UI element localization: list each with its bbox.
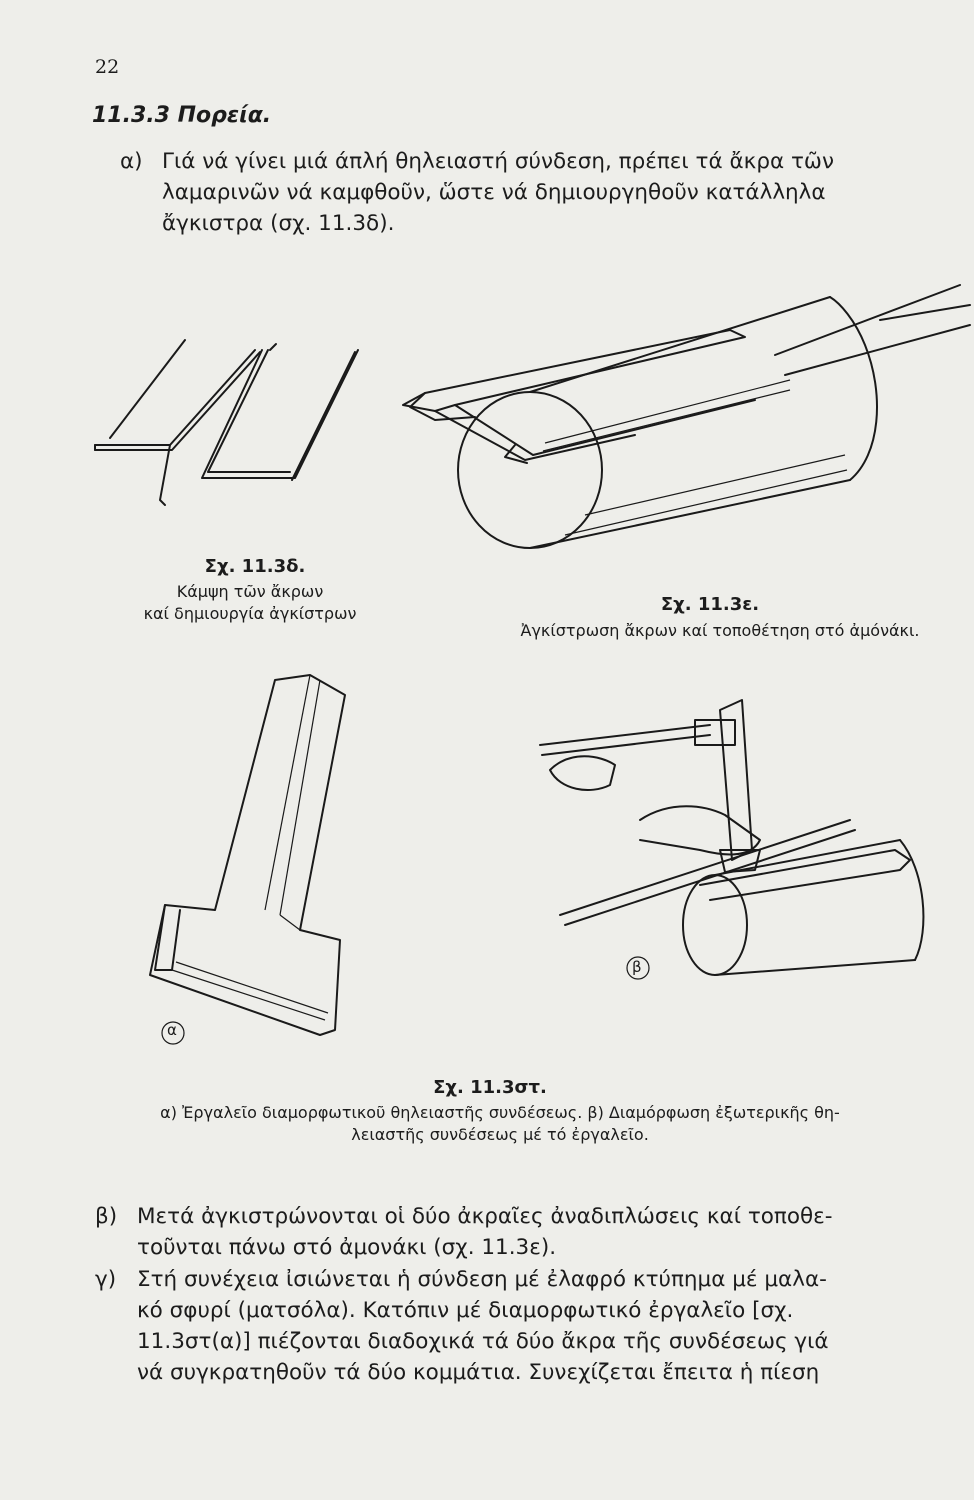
paragraph-c-marker: γ) [95,1267,117,1292]
paragraph-b [95,1201,915,1265]
figure-3e-title: Σχ. 11.3ε. [660,594,760,615]
figure-3d-caption [120,581,380,625]
paragraph-a [120,146,920,241]
figure-3d-caption-line: Κάμψη τῶν ἄκρων [176,582,324,601]
figure-3d-illustration [90,330,390,520]
figure-3st-b-illustration [520,700,940,990]
paragraph-b-line: Μετά ἀγκιστρώνονται οἱ δύο ἀκραῖες ἀναδιπλώσεις καί τοποθε- [137,1204,833,1229]
figure-3st-a-label: α [167,1021,177,1039]
figure-3e-illustration [395,265,974,555]
section-heading: 11.3.3 Πορεία. [92,103,272,128]
paragraph-c-line: κό σφυρί (ματσόλα). Κατόπιν μέ διαμορφωτικό ἐργαλεῖο [σχ. [137,1298,794,1323]
paragraph-a-line: Γιά νά γίνει μιά άπλή θηλειαστή σύνδεση, πρέπει τά ἄκρα τῶν [162,149,834,174]
paragraph-c-line: Στή συνέχεια ἰσιώνεται ἡ σύνδεση μέ ἐλαφρό κτύπημα μέ μαλα- [137,1267,827,1292]
paragraph-a-marker: α) [120,149,143,174]
figure-3e-caption: Ἀγκίστρωση ἄκρων καί τοποθέτηση στό ἀμόνάκι. [520,621,920,640]
paragraph-a-line: ἄγκιστρα (σχ. 11.3δ). [162,211,395,236]
figure-3d-caption-line: καί δημιουργία ἀγκίστρων [143,604,357,623]
paragraph-c-text [137,1264,829,1388]
paragraph-a-text [162,146,834,239]
paragraph-c-line: 11.3στ(α)] πιέζονται διαδοχικά τά δύο ἄκρα τῆς συνδέσεως γιά [137,1329,829,1354]
page-number: 22 [95,56,120,78]
figure-3st-caption-line: α) Ἐργαλεῖο διαμορφωτικοῦ θηλειαστῆς συνδέσεως. β) Διαμόρφωση ἐξωτερικῆς θη- [160,1103,840,1122]
figure-3st-a-tool [140,670,360,1050]
paragraph-a-line: λαμαρινῶν νά καμφθοῦν, ὥστε νά δημιουργηθοῦν κατάλληλα [162,180,826,205]
paragraph-c [95,1264,915,1390]
figure-3d-title: Σχ. 11.3δ. [204,556,306,577]
paragraph-b-marker: β) [95,1204,118,1229]
paragraph-b-text [137,1201,833,1263]
paragraph-c-line: νά συγκρατηθοῦν τά δύο κομμάτια. Συνεχίζεται ἔπειτα ἡ πίεση [137,1360,820,1385]
figure-3st-caption-line: λειαστῆς συνδέσεως μέ τό ἐργαλεῖο. [351,1125,649,1144]
paragraph-b-line: τοῦνται πάνω στό ἀμονάκι (σχ. 11.3ε). [137,1235,557,1260]
figure-3st-title: Σχ. 11.3στ. [433,1077,547,1098]
figure-3st-b-label: β [632,958,642,976]
figure-3st-caption [80,1102,920,1146]
